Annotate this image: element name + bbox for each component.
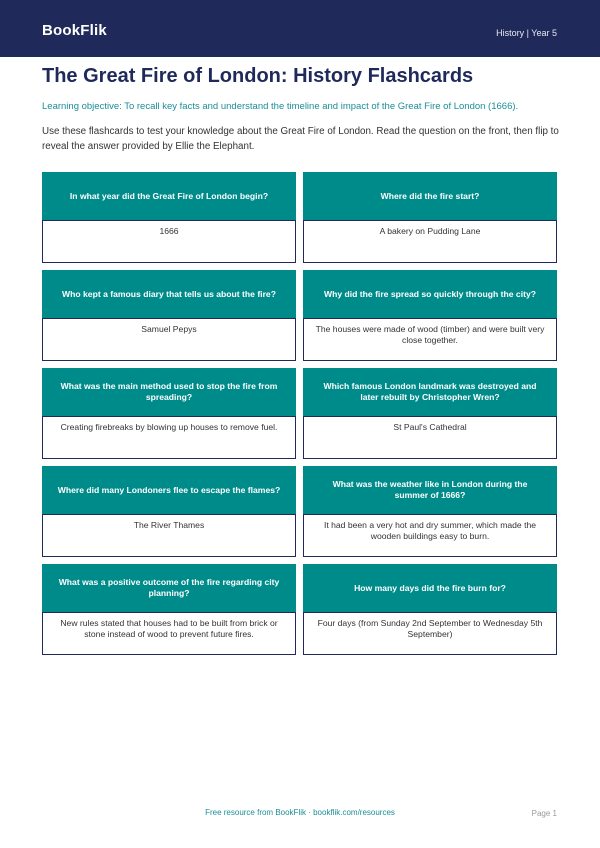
flashcard[interactable] (42, 564, 296, 655)
flashcard-question[interactable]: Why did the fire spread so quickly through the city? (303, 270, 557, 318)
flashcard-question[interactable]: Where did the fire start? (303, 172, 557, 220)
flashcard-answer: The River Thames (42, 514, 296, 557)
brand-logo[interactable]: BookFlik (42, 22, 107, 39)
flashcard[interactable] (303, 564, 557, 655)
flashcard-answer: Samuel Pepys (42, 318, 296, 361)
flashcard-question[interactable]: What was a positive outcome of the fire regarding city planning? (42, 564, 296, 612)
header-bar (0, 0, 600, 57)
flashcard-answer: The houses were made of wood (timber) and were built very close together. (303, 318, 557, 361)
flashcard-question[interactable]: Where did many Londoners flee to escape the flames? (42, 466, 296, 514)
flashcard-answer: Four days (from Sunday 2nd September to Wednesday 5th September) (303, 612, 557, 655)
page-number: Page 1 (531, 809, 557, 818)
flashcard-answer: St Paul's Cathedral (303, 416, 557, 459)
learning-objective: Learning objective: To recall key facts and understand the timeline and impact of the Great Fire of London (1666). (42, 101, 519, 112)
flashcard-answer: 1666 (42, 220, 296, 263)
intro-text: Use these flashcards to test your knowledge about the Great Fire of London. Read the question on the front, then flip to reveal the answer provided by Ellie the Elephant. (42, 126, 559, 152)
flashcard-question[interactable]: What was the weather like in London during the summer of 1666? (303, 466, 557, 514)
flashcard[interactable] (303, 270, 557, 361)
flashcard[interactable] (303, 368, 557, 459)
flashcard-answer: Creating firebreaks by blowing up houses to remove fuel. (42, 416, 296, 459)
flashcard-question[interactable]: What was the main method used to stop the fire from spreading? (42, 368, 296, 416)
flashcard-question[interactable]: Which famous London landmark was destroyed and later rebuilt by Christopher Wren? (303, 368, 557, 416)
flashcard[interactable] (42, 270, 296, 361)
flashcard-question[interactable]: How many days did the fire burn for? (303, 564, 557, 612)
flashcard-question[interactable]: Who kept a famous diary that tells us about the fire? (42, 270, 296, 318)
flashcard-answer: New rules stated that houses had to be built from brick or stone instead of wood to prevent future fires. (42, 612, 296, 655)
flashcard[interactable] (42, 368, 296, 459)
flashcard[interactable] (42, 466, 296, 557)
page-title: The Great Fire of London: History Flashcards (42, 65, 474, 87)
flashcard-grid (42, 172, 557, 655)
flashcard[interactable] (42, 172, 296, 263)
flashcard-answer: It had been a very hot and dry summer, which made the wooden buildings easy to burn. (303, 514, 557, 557)
flashcard[interactable] (303, 172, 557, 263)
flashcard[interactable] (303, 466, 557, 557)
subject-year-label: History | Year 5 (496, 28, 557, 38)
flashcard-answer: A bakery on Pudding Lane (303, 220, 557, 263)
flashcard-question[interactable]: In what year did the Great Fire of London begin? (42, 172, 296, 220)
footer-resource-link[interactable]: Free resource from BookFlik · bookflik.com/resources (205, 808, 395, 817)
